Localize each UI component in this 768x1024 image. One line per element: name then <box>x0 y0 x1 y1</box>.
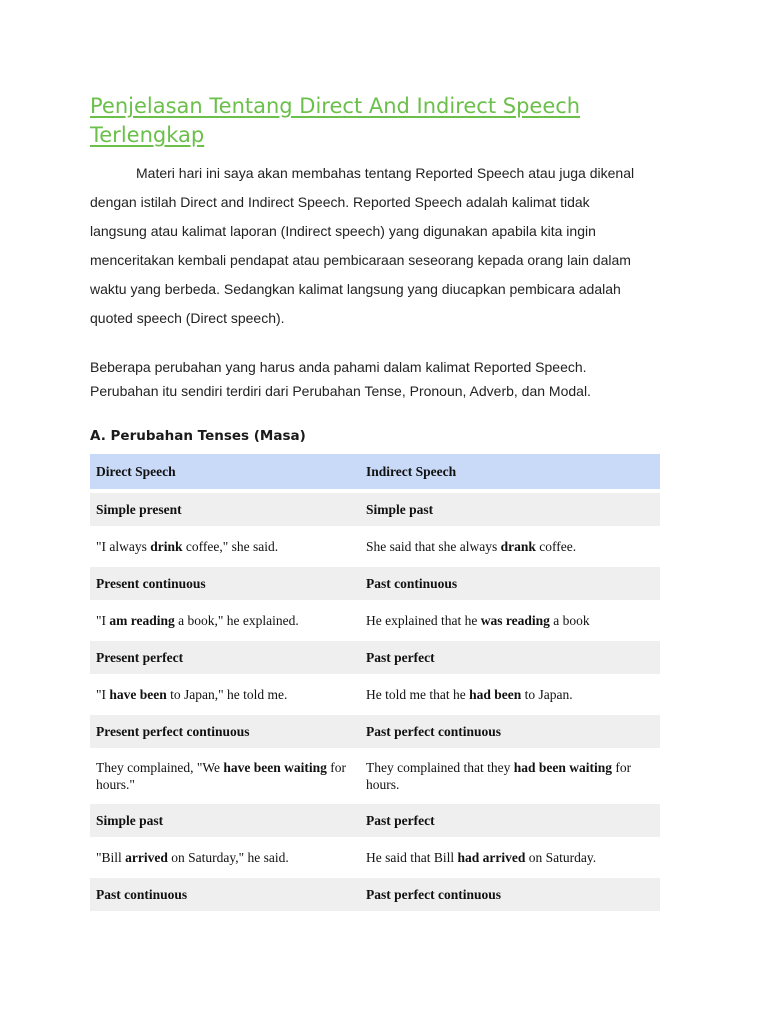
intro-paragraph <box>90 159 680 333</box>
tense-name-row <box>90 567 660 600</box>
tense-change-table <box>90 450 660 915</box>
verb-highlight: have been <box>109 687 167 702</box>
intro-line: waktu yang berbeda. Sedangkan kalimat langsung yang diucapkan pembicara adalah <box>90 281 621 297</box>
indirect-speech-cell <box>360 567 660 600</box>
intro-line: menceritakan kembali pendapat atau pembicaraan seseorang kepada orang lain dalam <box>90 252 631 268</box>
intro-line: langsung atau kalimat laporan (Indirect speech) yang digunakan apabila kita ingin <box>90 223 596 239</box>
tense-name-row <box>90 715 660 748</box>
sentence-text: Simple present <box>96 502 182 517</box>
direct-speech-cell <box>90 841 360 874</box>
sentence-text: He said that Bill <box>366 850 458 865</box>
direct-speech-cell <box>90 804 360 837</box>
sentence-text: Simple past <box>366 502 434 517</box>
tense-name-row <box>90 641 660 674</box>
changes-paragraph <box>90 355 680 403</box>
sentence-text: Present perfect <box>96 650 184 665</box>
verb-highlight: am reading <box>109 613 175 628</box>
sentence-text: a book <box>549 613 590 628</box>
verb-highlight: had been waiting <box>513 760 612 775</box>
intro-line: dengan istilah Direct and Indirect Speech. Reported Speech adalah kalimat tidak <box>90 194 590 210</box>
sentence-text: She said that she always <box>366 539 501 554</box>
sentence-text: Past continuous <box>366 576 458 591</box>
sentence-text: on Saturday," he said. <box>167 850 289 865</box>
sentence-text: Past perfect <box>366 813 435 828</box>
verb-highlight: was reading <box>480 613 550 628</box>
direct-speech-cell <box>90 752 360 800</box>
sentence-text: to Japan," he told me. <box>166 687 288 702</box>
sentence-text: "Bill <box>96 850 126 865</box>
example-sentence-row <box>90 678 660 711</box>
indirect-speech-cell <box>360 530 660 563</box>
sentence-text: He told me that he <box>366 687 470 702</box>
direct-speech-cell <box>90 715 360 748</box>
sentence-text: on Saturday. <box>525 850 597 865</box>
sentence-text: "I always <box>96 539 151 554</box>
header-indirect-speech: Indirect Speech <box>360 454 660 489</box>
indirect-speech-cell <box>360 641 660 674</box>
header-direct-speech: Direct Speech <box>90 454 360 489</box>
direct-speech-cell <box>90 678 360 711</box>
indirect-speech-cell <box>360 604 660 637</box>
sentence-text: "I <box>96 687 110 702</box>
verb-highlight: drank <box>500 539 536 554</box>
intro-line: Materi hari ini saya akan membahas tentang Reported Speech atau juga dikenal <box>136 165 635 181</box>
direct-speech-cell <box>90 604 360 637</box>
tense-name-row <box>90 493 660 526</box>
indirect-speech-cell <box>360 878 660 911</box>
tense-name-row <box>90 878 660 911</box>
changes-line: Beberapa perubahan yang harus anda pahami dalam kalimat Reported Speech. <box>90 359 587 375</box>
sentence-text: They complained that they <box>366 760 514 775</box>
indirect-speech-cell <box>360 493 660 526</box>
sentence-text: Simple past <box>96 813 164 828</box>
sentence-text: "I <box>96 613 110 628</box>
page-title: Penjelasan Tentang Direct And Indirect Speech Terlengkap <box>90 94 581 147</box>
verb-highlight: have been waiting <box>223 760 327 775</box>
verb-highlight: drink <box>150 539 183 554</box>
indirect-speech-cell <box>360 678 660 711</box>
indirect-speech-cell <box>360 841 660 874</box>
direct-speech-cell <box>90 493 360 526</box>
example-sentence-row <box>90 530 660 563</box>
direct-speech-cell <box>90 567 360 600</box>
changes-line: Perubahan itu sendiri terdiri dari Perubahan Tense, Pronoun, Adverb, dan Modal. <box>90 383 591 399</box>
sentence-text: for hours." <box>96 760 347 792</box>
indirect-speech-cell <box>360 715 660 748</box>
direct-speech-cell <box>90 530 360 563</box>
sentence-text: a book," he explained. <box>174 613 299 628</box>
tense-name-row <box>90 804 660 837</box>
example-sentence-row <box>90 604 660 637</box>
sentence-text: They complained, "We <box>96 760 224 775</box>
sentence-text: Present continuous <box>96 576 206 591</box>
sentence-text: coffee. <box>535 539 577 554</box>
table-header-row <box>90 454 660 489</box>
sentence-text: Past perfect continuous <box>366 724 501 739</box>
sentence-text: coffee," she said. <box>182 539 279 554</box>
sentence-text: He explained that he <box>366 613 481 628</box>
intro-line: quoted speech (Direct speech). <box>90 310 285 326</box>
indirect-speech-cell <box>360 752 660 800</box>
direct-speech-cell <box>90 641 360 674</box>
example-sentence-row <box>90 752 660 800</box>
sentence-text: Past continuous <box>96 887 188 902</box>
sentence-text: to Japan. <box>521 687 573 702</box>
section-heading-tenses: A. Perubahan Tenses (Masa) <box>90 428 306 444</box>
indirect-speech-cell <box>360 804 660 837</box>
example-sentence-row <box>90 841 660 874</box>
sentence-text: Past perfect continuous <box>366 887 501 902</box>
verb-highlight: had been <box>469 687 522 702</box>
sentence-text: Present perfect continuous <box>96 724 250 739</box>
sentence-text: for hours. <box>366 760 632 792</box>
sentence-text: Past perfect <box>366 650 435 665</box>
direct-speech-cell <box>90 878 360 911</box>
verb-highlight: arrived <box>125 850 168 865</box>
verb-highlight: had arrived <box>457 850 526 865</box>
